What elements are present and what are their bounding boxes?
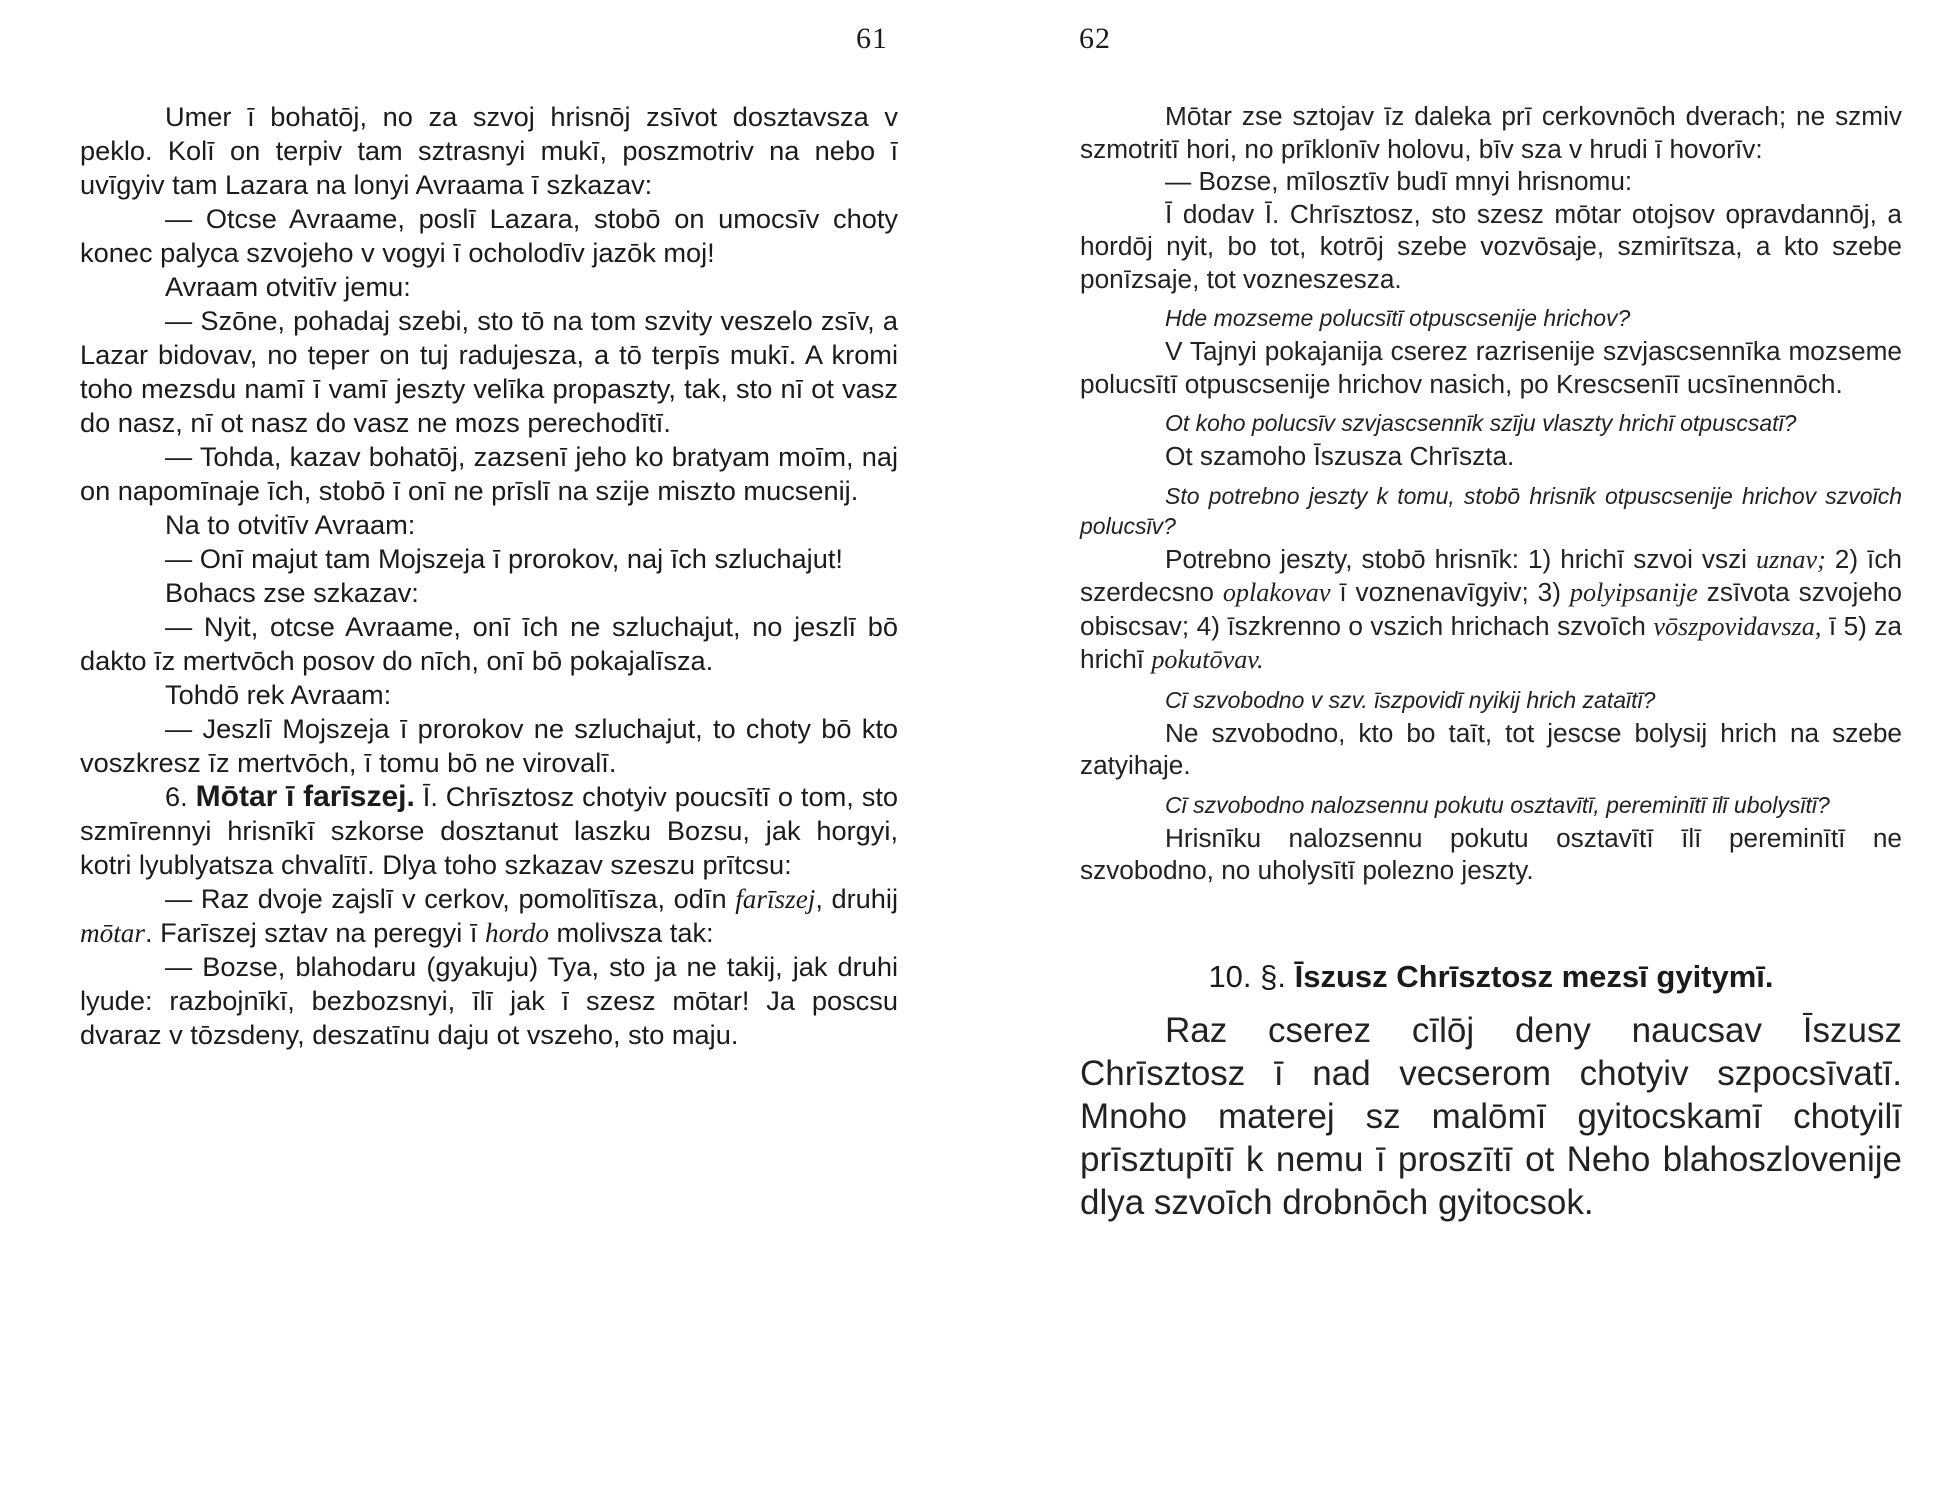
section-title: Mōtar ī farīszej.	[195, 780, 415, 813]
paragraph: — Jeszlī Mojszeja ī prorokov ne szluchajut, to choty bō kto voszkresz īz mertvōch, ī tomu bō ne virovalī.	[80, 713, 898, 778]
page-number: 61	[856, 22, 888, 55]
paragraph: Bohacs zse szkazav:	[165, 577, 419, 608]
section-10-heading	[1080, 959, 1902, 995]
text-run: 2) īch szerdecsno	[1080, 543, 1902, 607]
paragraph: — Szōne, pohadaj szebi, sto tō na tom szvity veszelo zsīv, a Lazar bidovav, no teper on tuj radujesza, a tō terpīs mukī. A kromi toho mezsdu namī ī vamī jeszty velīka propaszty, tak, sto nī ot vasz do nasz, nī ot nasz do vasz ne mozs perechodītī.	[80, 305, 898, 438]
right-page	[972, 0, 1944, 1500]
section-number: 6.	[165, 781, 188, 812]
text-run: ī voznenavīgyiv; 3)	[1330, 577, 1570, 607]
paragraph: — Bozse, mīlosztīv budī mnyi hrisnomu:	[1165, 166, 1633, 196]
italic-word: vōszpovidavsza,	[1653, 611, 1822, 641]
section-text: Ī. Chrīsztosz chotyiv poucsītī o tom, sto szmīrennyi hrisnīkī szkorse dosztanut laszku Bozsu, jak horgyi, kotri lyublyatsza chvalītī. Dlya toho szkazav szeszu prītcsu:	[80, 781, 898, 880]
paragraph: Umer ī bohatōj, no za szvoj hrisnōj zsīvot dosztavsza v peklo. Kolī on terpiv tam sztrasnyi mukī, poszmotriv na nebo ī uvīgyiv tam Lazara na lonyi Avraama ī szkazav:	[80, 101, 898, 200]
answer	[1080, 543, 1902, 677]
question: Ot koho polucsīv szvjascsennīk szīju vlaszty hrichī otpuscsatī?	[1165, 410, 1797, 436]
italic-word: farīszej	[735, 884, 816, 914]
right-text-column	[1080, 100, 1902, 1224]
text-run: molivsza tak:	[556, 917, 714, 948]
section-number: 10. §.	[1208, 958, 1286, 994]
text-run: ī 5) za hrichī	[1080, 610, 1902, 674]
question: Cī szvobodno v szv. īszpovidī nyikij hrich zataītī?	[1165, 686, 1656, 713]
dialogue-paragraph	[80, 882, 898, 950]
italic-word: hordo	[484, 918, 549, 948]
italic-word: pokutōvav.	[1151, 645, 1264, 674]
answer: V Tajnyi pokajanija cserez razrisenije szvjascsennīka mozseme polucsītī otpuscsenije hrichov nasich, po Krescsenīī ucsīnennōch.	[1080, 336, 1902, 399]
paragraph: Na to otvitīv Avraam:	[165, 509, 416, 540]
paragraph: — Onī majut tam Mojszeja ī prorokov, naj īch szluchajut!	[165, 543, 843, 574]
paragraph: Ī dodav Ī. Chrīsztosz, sto szesz mōtar otojsov opravdannōj, a hordōj nyit, bo tot, kotrōj szebe vozvōsaje, szmirītsza, a kto szebe ponīzsaje, tot vozneszesza.	[1080, 198, 1902, 294]
section-title: Īszusz Chrīsztosz mezsī gyitymī.	[1294, 958, 1774, 994]
left-text-column	[80, 100, 898, 1052]
answer: Hrisnīku nalozsennu pokutu osztavītī īlī pereminītī ne szvobodno, no uholysītī polezno jeszty.	[1080, 822, 1902, 885]
italic-word: oplakovav	[1222, 578, 1331, 607]
paragraph: Tohdō rek Avraam:	[165, 679, 392, 710]
paragraph: Raz cserez cīlōj deny naucsav Īszusz Chrīsztosz ī nad vecserom chotyiv szpocsīvatī. Mnoho materej sz malōmī gyitocskamī chotyilī prīsztupītī k nemu ī proszītī ot Neho blahoszlovenije dlya szvoīch drobnōch gyitocsok.	[1080, 1010, 1902, 1222]
section-6-paragraph	[80, 780, 898, 882]
question: Sto potrebno jeszty k tomu, stobō hrisnīk otpuscsenije hrichov szvoīch polucsīv?	[1080, 482, 1902, 539]
text-run: — Raz dvoje zajslī v cerkov, pomolītīsza, odīn	[165, 883, 727, 914]
paragraph: — Otcse Avraame, poslī Lazara, stobō on umocsīv choty konec palyca szvojeho v vogyi ī ocholodīv jazōk moj!	[80, 203, 898, 268]
answer: Ne szvobodno, kto bo taīt, tot jescse bolysij hrich na szebe zatyihaje.	[1080, 717, 1902, 780]
text-run: , druhij	[815, 883, 898, 914]
text-run: Potrebno jeszty, stobō hrisnīk: 1) hrichī szvoi vszi	[1165, 543, 1756, 574]
question: Cī szvobodno nalozsennu pokutu osztavītī, pereminītī īlī ubolysītī?	[1165, 791, 1830, 818]
answer: Ot szamoho Īszusza Chrīszta.	[1165, 441, 1515, 471]
italic-word: uznav;	[1755, 544, 1826, 574]
text-run: . Farīszej sztav na peregyi ī	[144, 917, 478, 948]
text-run: zsīvota szvojeho obiscsav; 4) īszkrenno o vszich hrichach szvoīch	[1080, 577, 1902, 641]
paragraph: Avraam otvitīv jemu:	[165, 271, 411, 302]
paragraph: — Nyit, otcse Avraame, onī īch ne szluchajut, no jeszlī bō dakto īz mertvōch posov do nīch, onī bō pokajalīsza.	[80, 611, 898, 676]
italic-word: mōtar	[80, 918, 145, 948]
question: Hde mozseme polucsītī otpuscsenije hrichov?	[1165, 305, 1631, 331]
paragraph: — Bozse, blahodaru (gyakuju) Tya, sto ja ne takij, jak druhi lyude: razbojnīkī, bezbozsnyi, īlī jak ī szesz mōtar! Ja poscsu dvaraz v tōzsdeny, deszatīnu daju ot vszeho, sto maju.	[80, 951, 898, 1050]
paragraph: Mōtar zse sztojav īz daleka prī cerkovnōch dverach; ne szmiv szmotritī hori, no prīklonīv holovu, bīv sza v hrudi ī hovorīv:	[1080, 101, 1902, 164]
italic-word: polyipsanije	[1569, 578, 1698, 607]
paragraph: — Tohda, kazav bohatōj, zazsenī jeho ko bratyam moīm, naj on napomīnaje īch, stobō ī onī ne prīslī na szije miszto mucsenij.	[80, 441, 898, 506]
page-number: 62	[1079, 22, 1111, 55]
